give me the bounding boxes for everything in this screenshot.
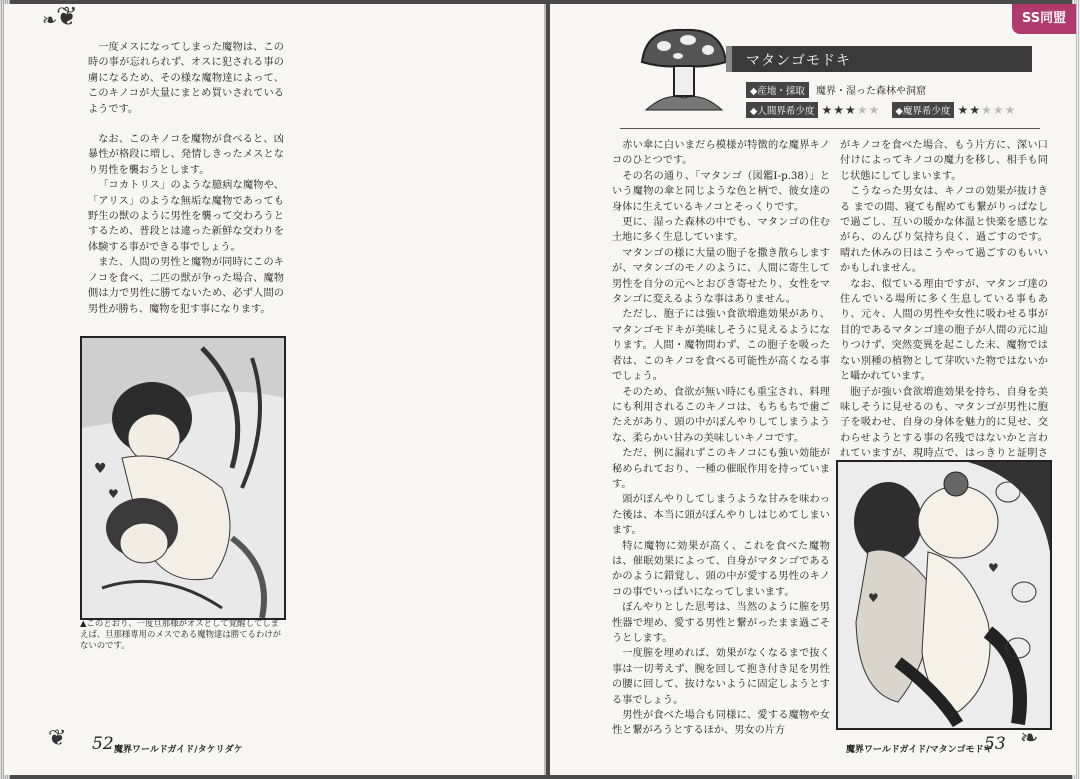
paragraph: 特に魔物に効果が高く、これを食べた魔物は、催眠効果によって、自身がマタンゴであるかのように錯覚し、頭の中が愛する男性のキノコの事でいっぱいになってしまいます。 xyxy=(612,540,830,598)
star-filled-icon: ★ xyxy=(969,103,982,117)
paragraph: 一度膣を埋めれば、効果がなくなるまで抜く事は一切考えず、腕を回して抱き付き足を男性の腰に回して、抜けないように固定しようとする事でしょう。 xyxy=(612,648,830,706)
star-empty-icon: ★ xyxy=(981,103,993,117)
star-empty-icon: ★ xyxy=(992,103,1005,117)
entry-title-bar xyxy=(726,46,1032,72)
paragraph: 胞子が強い食欲増進効果を持ち、自身を美味しそうに見せるのも、マタンゴが男性に胞子を吸わせ、自身の身体を魅力的に見せ、交わらせようとする事の名残ではないかと言われていますが、現時点で、はっきりと証明さ xyxy=(840,386,1048,460)
human-rarity-label: ◆人間界希少度 xyxy=(746,102,818,118)
ornament-icon: ❦ xyxy=(56,2,78,32)
paragraph: マタンゴの様に大量の胞子を撒き散らしますが、マタンゴのモノのように、人間に寄生して男性を自分の元へとおびき寄せたり、女性をマタンゴに変えるような事はありません。 xyxy=(612,247,830,306)
star-filled-icon: ★ xyxy=(957,103,970,117)
star-filled-icon: ★ xyxy=(833,103,846,117)
paragraph: また、人間の男性と魔物が同時にこのキノコを食べ、二匹の獣が争った場合、魔物側は力で男性に勝てないため、必ず人間の男性が勝ち、魔物を犯す事になります。 xyxy=(88,257,284,315)
paragraph: 頭がぽんやりしてしまうような甘みを味わった後は、本当に頭がぽんやりしはじめてしまいます。 xyxy=(612,494,830,537)
demon-rarity-stars xyxy=(958,103,1017,117)
paragraph: なお、このキノコを魔物が食べると、凶暴性が格段に増し、発情しきったメスとなり男性を襲おうとします。 xyxy=(88,134,284,176)
star-empty-icon: ★ xyxy=(856,103,869,117)
paragraph: ただし、胞子には強い食欲増進効果があり、マタンゴモドキが美味しそうに見えるようになります。人間・魔物問わず、この胞子を吸った者は、このキノコを食べる可能性が高くなる事でしょう。 xyxy=(612,309,830,383)
paragraph: 更に、湿った森林の中でも、マタンゴの住む土地に多く生息しています。 xyxy=(612,217,830,244)
origin-value: 魔界・湿った森林や洞窟 xyxy=(816,86,927,97)
paragraph: 赤い傘に白いまだら模様が特徴的な魔界キノコのひとつです。 xyxy=(612,140,830,167)
star-filled-icon: ★ xyxy=(845,103,857,117)
paragraph: ぼんやりとした思考は、当然のように膣を男性器で埋め、愛する男性と繋がったまま過ごそうとします。 xyxy=(612,602,830,644)
illustration-caption: ▲このとおり、一度旦那様がオスとして覚醒してしまえば、旦那様専用のメスである魔物達は勝てるわけがないのです。 xyxy=(80,618,281,650)
star-empty-icon: ★ xyxy=(1004,103,1017,117)
paragraph: ただ、例に漏れずこのキノコにも強い効能が秘められており、一種の催眠作用を持っています。 xyxy=(612,448,830,490)
page-footer: 魔界ワールドガイド/マタンゴモドキ xyxy=(846,745,993,755)
ornament-icon: ❧ xyxy=(42,10,58,31)
page-number: 53 xyxy=(984,734,1006,754)
svg-text:♥: ♥ xyxy=(988,561,999,575)
paragraph: 男性が食べた場合も同様に、愛する魔物や女性と繋がろうとするほか、男女の片方 xyxy=(612,710,830,737)
human-rarity-stars xyxy=(822,103,881,117)
star-filled-icon: ★ xyxy=(821,103,834,117)
paragraph: そのため、食欲が無い時にも重宝され、料理にも利用されるこのキノコは、もちもちで歯ごたえがあり、頭の中がぽんやりしてしまうような、柔らかい甘みの美味しいキノコです。 xyxy=(612,386,830,444)
paragraph: 「コカトリス」のような臆病な魔物や、「アリス」のような無垢な魔物であっても野生の獣のように男性を襲って交わろうとするため、普段とは違った新鮮な交わりを体験する事ができる事でしょう。 xyxy=(88,180,284,253)
illustration-left xyxy=(80,336,286,620)
origin-label: ◆産地・採取 xyxy=(746,82,809,98)
left-page xyxy=(4,4,546,775)
paragraph: こうなった男女は、キノコの効果が抜けきる までの間、寝ても醒めても繋がりっぱなしで過ごし、互いの暖かな体温と快楽を感じながら、のんびり気持ち良く、過ごすのです。晴れた休みの日はこうやって過ごすのもいいかもしれません。 xyxy=(840,186,1048,275)
right-text-column-1 xyxy=(612,138,830,739)
ornament-icon: ❦ xyxy=(48,726,67,751)
paragraph: なお、似ている理由ですが、マタンゴ達の住んでいる場所に多く生息している事もあり、元々、人間の男性や女性に吸わせる事が目的であるマタンゴ達の胞子が人間の元に辿りつけず、突然変異を起こした末、魔物ではない別種の植物として芽吹いた物ではないかと囁かれています。 xyxy=(840,278,1048,383)
origin-row xyxy=(746,82,926,98)
right-text-column-2 xyxy=(840,138,1048,477)
paragraph: その名の通り、「マタンゴ（図鑑Ⅰ-p.38）」という魔物の傘と同じような色と柄で、彼女達の身体に生えているキノコとそっくりです。 xyxy=(612,170,830,213)
paragraph: 一度メスになってしまった魔物は、この時の事が忘れられず、オスに犯される事の虜になるため、その様な魔物達によって、このキノコが大量にまとめ買いされているようです。 xyxy=(88,42,284,115)
ornament-icon: ❧ xyxy=(1020,726,1039,751)
demon-rarity-label: ◆魔界希少度 xyxy=(892,102,955,118)
right-page xyxy=(550,4,1076,775)
header-divider xyxy=(620,128,1040,129)
rarity-row xyxy=(746,102,1016,118)
left-text-column xyxy=(88,40,284,317)
svg-text:♥: ♥ xyxy=(94,461,107,477)
paragraph: がキノコを食べた場合、もう片方に、深い口付けによってキノコの魔力を移し、相手も同じ状態にしてしまいます。 xyxy=(840,140,1048,182)
entry-title: マタンゴモドキ xyxy=(746,53,851,69)
svg-text:♥: ♥ xyxy=(868,591,879,605)
publisher-badge: SS同盟 xyxy=(1012,4,1076,34)
page-footer: 魔界ワールドガイド/タケリダケ xyxy=(114,745,243,755)
illustration-right xyxy=(836,460,1052,730)
svg-text:♥: ♥ xyxy=(108,487,119,501)
page-number: 52 xyxy=(92,734,114,754)
mushroom-icon xyxy=(636,22,732,112)
star-empty-icon: ★ xyxy=(868,103,881,117)
